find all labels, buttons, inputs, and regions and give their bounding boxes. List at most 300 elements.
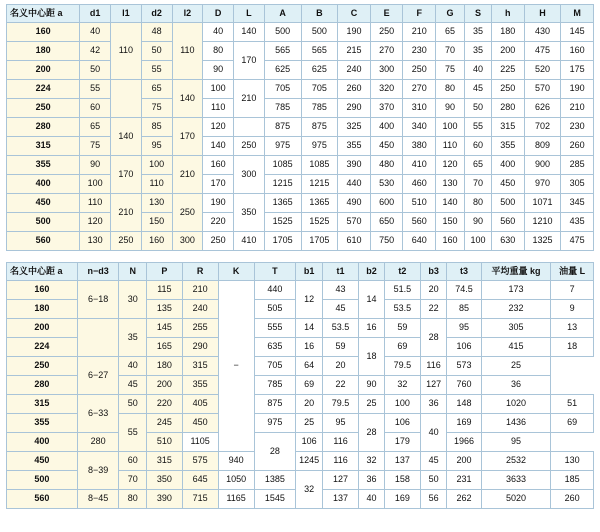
table1-header-row (7, 5, 594, 23)
cell-H: 1071 (524, 194, 561, 213)
cell-weight: 3633 (481, 471, 551, 490)
cell-K: − (218, 281, 254, 452)
table1-col-C: C (338, 5, 371, 23)
cell-H: 570 (524, 80, 561, 99)
table-row (7, 61, 594, 80)
cell-C: 325 (338, 118, 371, 137)
cell-b3: 32 (385, 376, 421, 395)
cell-C: 260 (338, 80, 371, 99)
row-label: 224 (7, 80, 80, 99)
cell-F: 640 (403, 232, 436, 251)
cell-B: 875 (301, 118, 338, 137)
cell-L: 410 (234, 232, 265, 251)
row-label: 315 (7, 137, 80, 156)
cell-t2: 116 (323, 433, 359, 452)
cell-t2: 106 (385, 414, 421, 433)
cell-F: 230 (403, 42, 436, 61)
cell-A: 785 (264, 99, 301, 118)
cell-R: 645 (182, 471, 218, 490)
cell-S: 40 (464, 61, 491, 80)
cell-l1: 250 (110, 232, 141, 251)
cell-S: 90 (464, 213, 491, 232)
cell-h: 500 (492, 194, 525, 213)
cell-S: 35 (464, 23, 491, 42)
cell-A: 1215 (264, 175, 301, 194)
cell-A: 500 (264, 23, 301, 42)
row-label: 180 (7, 300, 78, 319)
table2-col-R: R (182, 263, 218, 281)
cell-G: 90 (436, 99, 465, 118)
cell-l1: 110 (110, 23, 141, 80)
cell-G: 70 (436, 42, 465, 61)
cell-F: 410 (403, 156, 436, 175)
cell-T: 1385 (254, 471, 295, 490)
cell-oil: 260 (551, 490, 594, 509)
row-label: 500 (7, 213, 80, 232)
row-label: 200 (7, 319, 78, 338)
table1-col-S: S (464, 5, 491, 23)
cell-L (234, 118, 265, 137)
cell-b1: 20 (296, 395, 323, 414)
cell-weight: 415 (481, 338, 551, 357)
cell-P: 315 (147, 452, 182, 471)
cell-G: 140 (436, 194, 465, 213)
cell-d2: 55 (141, 61, 172, 80)
table1-col-h: h (492, 5, 525, 23)
cell-D: 120 (203, 118, 234, 137)
cell-B: 625 (301, 61, 338, 80)
cell-h: 250 (492, 80, 525, 99)
cell-F: 310 (403, 99, 436, 118)
row-label: 250 (7, 99, 80, 118)
cell-P: 180 (147, 357, 182, 376)
table2-col-b1: b1 (296, 263, 323, 281)
cell-nd3: 8−39 (77, 452, 119, 490)
table1-col-l2: l2 (172, 5, 203, 23)
table-row (7, 281, 594, 300)
cell-M: 175 (561, 61, 594, 80)
cell-t1: 69 (296, 376, 323, 395)
cell-t1: 53.5 (323, 319, 359, 338)
cell-E: 750 (370, 232, 403, 251)
cell-D: 140 (203, 137, 234, 156)
cell-oil: 7 (551, 281, 594, 300)
cell-P: 165 (147, 338, 182, 357)
cell-R: 510 (147, 433, 182, 452)
cell-d2: 75 (141, 99, 172, 118)
table2-col-t1: t1 (323, 263, 359, 281)
cell-T: 705 (254, 357, 295, 376)
cell-N: 35 (119, 319, 147, 357)
cell-E: 530 (370, 175, 403, 194)
table-row (7, 175, 594, 194)
row-label: 280 (7, 118, 80, 137)
cell-H: 970 (524, 175, 561, 194)
table2-col-P: P (147, 263, 182, 281)
cell-t1: 64 (296, 357, 323, 376)
cell-d2: 85 (141, 118, 172, 137)
table2-col-t3: t3 (447, 263, 481, 281)
cell-C: 610 (338, 232, 371, 251)
cell-R: 715 (182, 490, 218, 509)
cell-P: 115 (147, 281, 182, 300)
cell-L: 350 (234, 194, 265, 232)
cell-G: 100 (436, 118, 465, 137)
cell-t1: 45 (323, 300, 359, 319)
cell-nd3: 8−45 (77, 490, 119, 509)
cell-d1: 60 (80, 99, 111, 118)
cell-oil: 25 (481, 357, 551, 376)
cell-C: 215 (338, 42, 371, 61)
cell-t1: 137 (323, 490, 359, 509)
cell-b3: 45 (420, 452, 447, 471)
cell-H: 702 (524, 118, 561, 137)
cell-weight: 1436 (481, 414, 551, 433)
cell-l2: 140 (172, 80, 203, 118)
table2-col-b3: b3 (420, 263, 447, 281)
cell-N: 50 (119, 395, 147, 414)
cell-L: 250 (234, 137, 265, 156)
cell-t1: 95 (323, 414, 359, 433)
cell-R: 210 (182, 281, 218, 300)
cell-d1: 75 (80, 137, 111, 156)
cell-C: 570 (338, 213, 371, 232)
cell-weight: 232 (481, 300, 551, 319)
cell-E: 250 (370, 23, 403, 42)
cell-E: 400 (370, 118, 403, 137)
cell-b2: 32 (358, 452, 384, 471)
cell-C: 190 (338, 23, 371, 42)
cell-S: 35 (464, 42, 491, 61)
row-label: 560 (7, 490, 78, 509)
cell-b2: 20 (323, 357, 359, 376)
cell-l2: 110 (172, 23, 203, 80)
cell-t2: 53.5 (385, 300, 421, 319)
cell-h: 200 (492, 42, 525, 61)
cell-T: 1545 (254, 490, 295, 509)
cell-R: 290 (182, 338, 218, 357)
row-label: 450 (7, 452, 78, 471)
cell-A: 1085 (264, 156, 301, 175)
cell-h: 560 (492, 213, 525, 232)
cell-nd3: 6−18 (77, 281, 119, 319)
cell-P: 135 (147, 300, 182, 319)
table-row (7, 23, 594, 42)
cell-A: 625 (264, 61, 301, 80)
cell-H: 1325 (524, 232, 561, 251)
cell-T: 975 (254, 414, 295, 433)
cell-H: 520 (524, 61, 561, 80)
cell-t3: 116 (420, 357, 447, 376)
cell-G: 150 (436, 213, 465, 232)
table1-col-a: 名义中心距 a (7, 5, 80, 23)
cell-oil: 9 (551, 300, 594, 319)
cell-b2: 18 (358, 338, 384, 376)
cell-b3: 50 (420, 471, 447, 490)
cell-C: 440 (338, 175, 371, 194)
table2-col-nd3: n−d3 (77, 263, 119, 281)
cell-L: 140 (234, 23, 265, 42)
table-row (7, 80, 594, 99)
row-label: 180 (7, 42, 80, 61)
table1-col-d2: d2 (141, 5, 172, 23)
cell-C: 240 (338, 61, 371, 80)
cell-b3: 36 (420, 395, 447, 414)
cell-D: 100 (203, 80, 234, 99)
cell-R: 240 (182, 300, 218, 319)
cell-t2: 69 (385, 338, 421, 357)
cell-d2: 150 (141, 213, 172, 232)
cell-B: 565 (301, 42, 338, 61)
row-label: 355 (7, 156, 80, 175)
row-label: 200 (7, 61, 80, 80)
table2-col-t2: t2 (385, 263, 421, 281)
cell-R: 575 (182, 452, 218, 471)
cell-M: 145 (561, 23, 594, 42)
table1-col-E: E (370, 5, 403, 23)
cell-l2: 210 (172, 156, 203, 194)
cell-d1: 55 (80, 80, 111, 99)
row-label: 160 (7, 23, 80, 42)
cell-M: 435 (561, 213, 594, 232)
cell-l1: 140 (110, 118, 141, 156)
cell-N: 45 (119, 376, 147, 395)
table2-col-a: 名义中心距 a (7, 263, 78, 281)
cell-b3: 40 (420, 414, 447, 452)
cell-S: 60 (464, 137, 491, 156)
cell-d2: 110 (141, 175, 172, 194)
cell-weight: 1966 (447, 433, 481, 452)
cell-b2: 25 (358, 395, 384, 414)
cell-t2: 169 (385, 490, 421, 509)
cell-b2: 36 (358, 471, 384, 490)
cell-b2: 14 (358, 281, 384, 319)
cell-b1: 14 (296, 319, 323, 338)
cell-D: 250 (203, 232, 234, 251)
cell-weight: 1020 (481, 395, 551, 414)
cell-oil: 51 (551, 395, 594, 414)
cell-K: 940 (218, 452, 254, 471)
cell-M: 260 (561, 137, 594, 156)
cell-R: 315 (182, 357, 218, 376)
cell-d1: 130 (80, 232, 111, 251)
cell-F: 560 (403, 213, 436, 232)
cell-S: 65 (464, 156, 491, 175)
cell-H: 475 (524, 42, 561, 61)
cell-b2: 22 (323, 376, 359, 395)
table-row (7, 433, 594, 452)
cell-t1: 106 (296, 433, 323, 452)
cell-nd3 (77, 319, 119, 357)
cell-d1: 100 (80, 175, 111, 194)
cell-A: 1365 (264, 194, 301, 213)
cell-G: 130 (436, 175, 465, 194)
table2-col-oil: 油量 L (551, 263, 594, 281)
table-row (7, 452, 594, 471)
cell-R: 255 (182, 319, 218, 338)
cell-d1: 120 (80, 213, 111, 232)
table-row (7, 42, 594, 61)
cell-l1: 210 (110, 194, 141, 232)
cell-t3: 200 (447, 452, 481, 471)
table1-col-D: D (203, 5, 234, 23)
cell-M: 160 (561, 42, 594, 61)
cell-d1: 110 (80, 194, 111, 213)
cell-H: 626 (524, 99, 561, 118)
cell-R: 405 (182, 395, 218, 414)
cell-t3: 231 (447, 471, 481, 490)
cell-d2: 95 (141, 137, 172, 156)
cell-b1: 16 (296, 338, 323, 357)
cell-h: 280 (492, 99, 525, 118)
cell-F: 380 (403, 137, 436, 156)
cell-t3: 106 (447, 338, 481, 357)
row-label: 315 (7, 395, 78, 414)
cell-oil: 95 (481, 433, 551, 452)
row-label: 160 (7, 281, 78, 300)
cell-C: 355 (338, 137, 371, 156)
row-label: 560 (7, 232, 80, 251)
cell-P: 390 (147, 490, 182, 509)
cell-h: 315 (492, 118, 525, 137)
cell-oil: 69 (551, 414, 594, 433)
cell-B: 785 (301, 99, 338, 118)
cell-D: 190 (203, 194, 234, 213)
cell-B: 1525 (301, 213, 338, 232)
cell-h: 225 (492, 61, 525, 80)
cell-G: 120 (436, 156, 465, 175)
cell-N: 80 (119, 490, 147, 509)
cell-d1: 42 (80, 42, 111, 61)
cell-G: 80 (436, 80, 465, 99)
cell-t3: 179 (385, 433, 421, 452)
cell-b3: 20 (420, 281, 447, 300)
cell-t1: 127 (323, 471, 359, 490)
table1-col-G: G (436, 5, 465, 23)
cell-P: 145 (147, 319, 182, 338)
cell-P: 220 (147, 395, 182, 414)
cell-t2: 137 (385, 452, 421, 471)
cell-F: 510 (403, 194, 436, 213)
cell-E: 650 (370, 213, 403, 232)
cell-b3: 28 (420, 319, 447, 357)
cell-t3: 169 (447, 414, 481, 433)
cell-weight: 760 (447, 376, 481, 395)
cell-S: 70 (464, 175, 491, 194)
cell-b1: 25 (296, 414, 323, 433)
cell-l2: 300 (172, 232, 203, 251)
cell-oil: 130 (551, 452, 594, 471)
cell-D: 110 (203, 99, 234, 118)
cell-t3: 127 (420, 376, 447, 395)
cell-B: 705 (301, 80, 338, 99)
dimensions-table-2 (6, 262, 594, 509)
cell-d2: 130 (141, 194, 172, 213)
cell-t1: 43 (323, 281, 359, 300)
cell-t2: 100 (385, 395, 421, 414)
table1-col-B: B (301, 5, 338, 23)
cell-L: 210 (234, 80, 265, 118)
cell-t1: 116 (323, 452, 359, 471)
cell-weight: 573 (447, 357, 481, 376)
cell-t1: 79.5 (323, 395, 359, 414)
cell-G: 110 (436, 137, 465, 156)
cell-F: 250 (403, 61, 436, 80)
cell-oil: 36 (481, 376, 551, 395)
table2-col-T: T (254, 263, 295, 281)
row-label: 450 (7, 194, 80, 213)
cell-D: 90 (203, 61, 234, 80)
cell-E: 270 (370, 42, 403, 61)
cell-l1: 170 (110, 156, 141, 194)
cell-M: 210 (561, 99, 594, 118)
row-label: 224 (7, 338, 78, 357)
cell-h: 450 (492, 175, 525, 194)
table-row (7, 118, 594, 137)
cell-h: 355 (492, 137, 525, 156)
cell-weight: 173 (481, 281, 551, 300)
cell-l2: 250 (172, 194, 203, 232)
table2-header-row (7, 263, 594, 281)
cell-K: 1050 (218, 471, 254, 490)
cell-d1: 65 (80, 118, 111, 137)
cell-d2: 65 (141, 80, 172, 99)
cell-t1: 59 (323, 338, 359, 357)
cell-nd3: 6−27 (77, 357, 119, 395)
cell-t3: 95 (447, 319, 481, 338)
cell-M: 230 (561, 118, 594, 137)
cell-D: 160 (203, 156, 234, 175)
row-label: 355 (7, 414, 78, 433)
cell-E: 320 (370, 80, 403, 99)
cell-G: 75 (436, 61, 465, 80)
cell-T: 875 (254, 395, 295, 414)
cell-t2: 51.5 (385, 281, 421, 300)
cell-F: 270 (403, 80, 436, 99)
cell-oil: 18 (551, 338, 594, 357)
cell-T: 1105 (182, 433, 218, 452)
cell-d1: 40 (80, 23, 111, 42)
table1-col-A: A (264, 5, 301, 23)
cell-P: 200 (147, 376, 182, 395)
cell-b3: 22 (420, 300, 447, 319)
cell-d2: 160 (141, 232, 172, 251)
cell-b1: 12 (296, 281, 323, 319)
cell-weight: 305 (481, 319, 551, 338)
cell-l2: 170 (172, 118, 203, 156)
cell-d2: 50 (141, 42, 172, 61)
table-row (7, 395, 594, 414)
cell-h: 400 (492, 156, 525, 175)
cell-B: 975 (301, 137, 338, 156)
table-row (7, 156, 594, 175)
row-label: 400 (7, 175, 80, 194)
table1-col-L: L (234, 5, 265, 23)
cell-B: 1215 (301, 175, 338, 194)
cell-P: 245 (147, 414, 182, 433)
cell-L: 300 (234, 156, 265, 194)
table-row (7, 319, 594, 338)
cell-b3: 56 (420, 490, 447, 509)
cell-T: 555 (254, 319, 295, 338)
cell-nd3: 6−33 (77, 395, 119, 433)
cell-T: 505 (254, 300, 295, 319)
cell-t3: 74.5 (447, 281, 481, 300)
cell-t2: 79.5 (385, 357, 421, 376)
cell-S: 45 (464, 80, 491, 99)
table2-col-N: N (119, 263, 147, 281)
cell-B: 1085 (301, 156, 338, 175)
